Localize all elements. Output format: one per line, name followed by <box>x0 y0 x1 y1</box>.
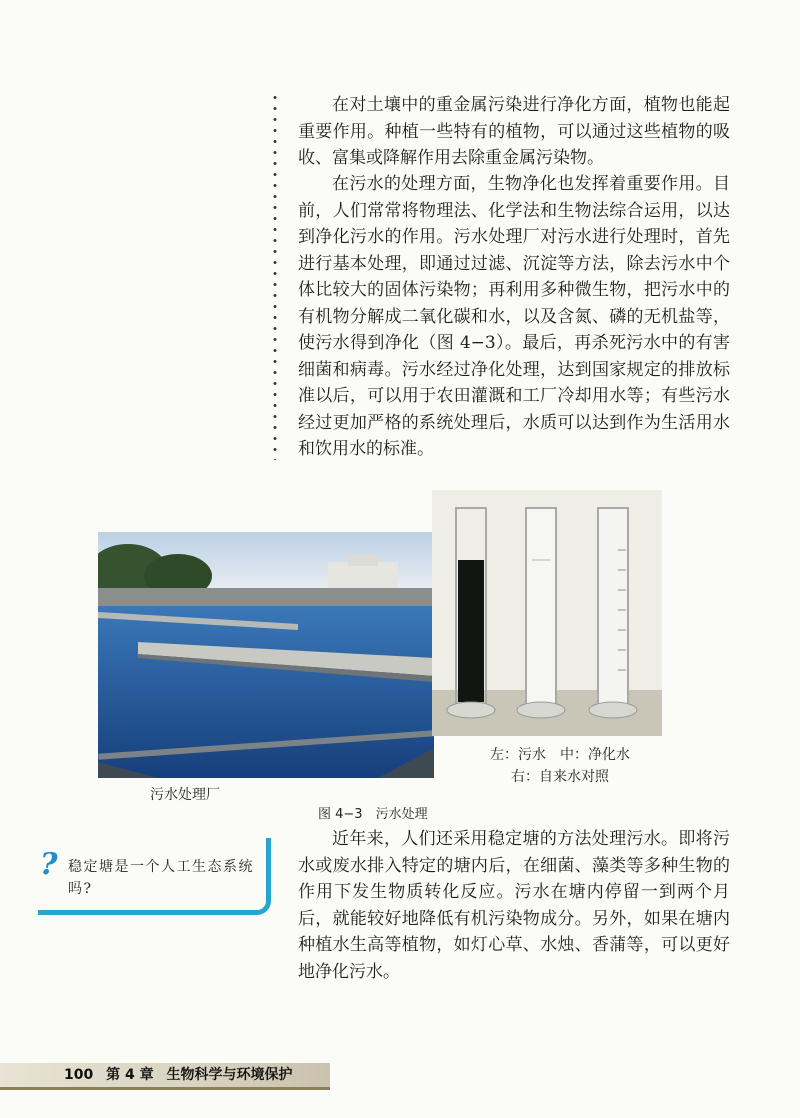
question-mark-icon: ? <box>40 847 58 882</box>
chapter-title: 生物科学与环境保护 <box>166 1067 293 1083</box>
footer-text <box>64 1064 300 1084</box>
paragraph-stabilization-pond: 近年来，人们还采用稳定塘的方法处理污水。即将污水或废水排入特定的塘内后，在细菌、藻类等多种生物的作用下发生物质转化反应。污水在塘内停留一到两个月后，就能较好地降低有机污染物成分。另外，如果在塘内种植水生高等植物，如灯心草、水烛、香蒲等，可以更好地净化污水。 <box>298 829 730 982</box>
page-number: 100 <box>64 1067 94 1083</box>
cylinders-caption-line1: 左：污水 中：净化水 <box>490 747 630 763</box>
chapter-label: 第 4 章 <box>106 1067 154 1083</box>
cylinders-photo-caption <box>470 744 650 788</box>
margin-dotted-line <box>272 92 278 460</box>
figure-title: 图 4−3 污水处理 <box>318 807 428 822</box>
water-cylinders-photo <box>432 490 662 736</box>
question-box <box>38 838 271 915</box>
sewage-plant-photo <box>98 532 434 778</box>
paragraph-soil-purification: 在对土壤中的重金属污染进行净化方面，植物也能起重要作用。种植一些特有的植物，可以通过这些植物的吸收、富集或降解作用去除重金属污染物。 <box>298 95 730 168</box>
plant-photo-caption: 污水处理厂 <box>150 787 220 803</box>
paragraph-sewage-treatment: 在污水的处理方面，生物净化也发挥着重要作用。目前，人们常常将物理法、化学法和生物法综合运用，以达到净化污水的作用。污水处理厂对污水进行处理时，首先进行基本处理，即通过过滤、沉淀等方法，除去污水中个体比较大的固体污染物；再利用多种微生物，把污水中的有机物分解成二氧化碳和水，以及含氮、磷的无机盐等，使污水得到净化（图 4−3）。最后，再杀死污水中的有害细菌和病毒。污水经过净化处理，达到国家规定的排放标准以后，可以用于农田灌溉和工厂冷却用水等；有些污水经过更加严格的系统处理后，水质可以达到作为生活用水和饮用水的标准。 <box>298 174 730 459</box>
cylinders-caption-line2: 右：自来水对照 <box>511 769 609 785</box>
question-text: 稳定塘是一个人工生态系统吗? <box>68 859 254 897</box>
